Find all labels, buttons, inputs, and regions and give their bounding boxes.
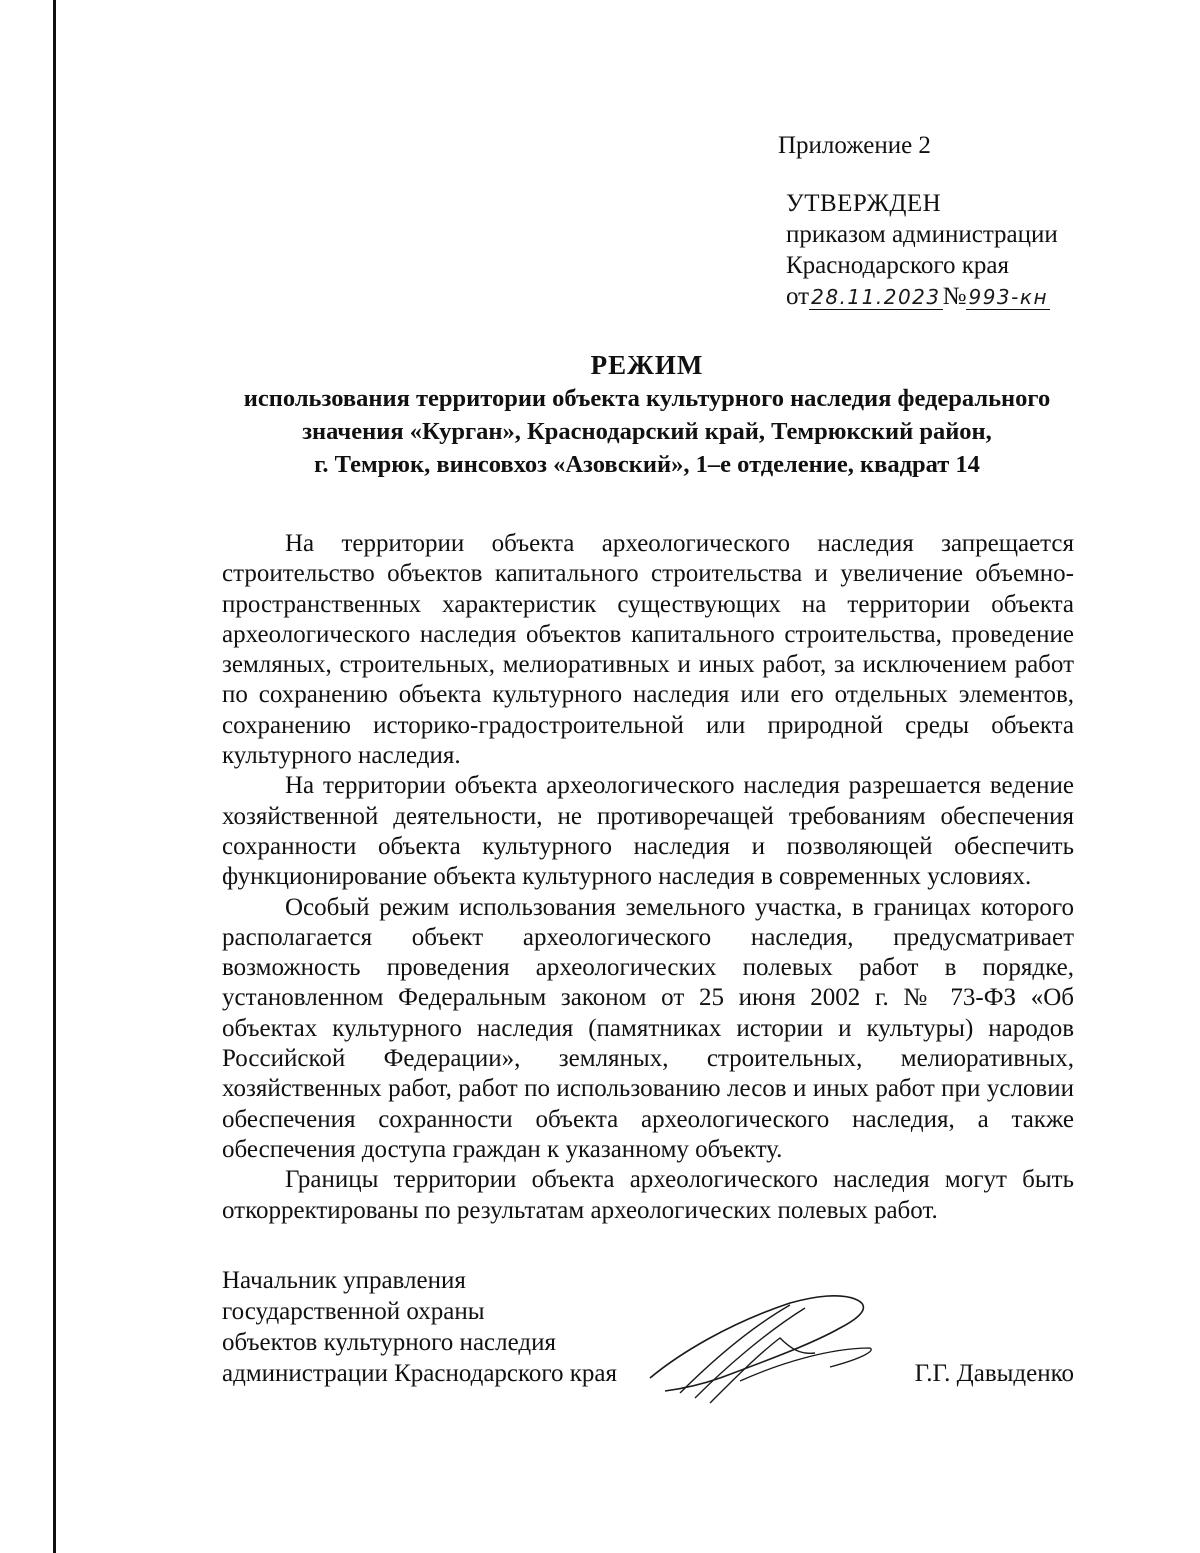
paragraph-3: Особый режим использования земельного участка, в границах которого располагается объект археологического наследия, предусматривает возможность проведения археологических полевых работ в порядке, установленном Федеральным законом от 25 июня 2002 г. № 73-ФЗ «Об объектах культурного наследия (памятниках истории и культуры) народов Российской Федерации», земляных, строительных, мелиоративных, хозяйственных работ, работ по использованию лесов и иных работ при условии обеспечения сохранности объекта археологического наследия, а также обеспечения доступа граждан к указанному объекту. [222, 893, 1074, 1163]
date-prefix: от [786, 283, 810, 310]
signatory-name: Г.Г. Давыденко [914, 1360, 1074, 1387]
document-body [222, 529, 1074, 1226]
handwritten-signature-icon [640, 1293, 880, 1408]
title-line-3: г. Темрюк, винсовхоз «Азовский», 1–е отделение, квадрат 14 [314, 451, 980, 478]
signatory-title-line-3: объектов культурного наследия [222, 1329, 556, 1356]
paragraph-1: На территории объекта археологического наследия запрещается строительство объектов капитального строительства и увеличение объемно-пространственных характеристик существующих на территории объекта археологического наследия объектов капитального строительства, проведение земляных, строительных, мелиоративных и иных работ, за исключением работ по сохранению объекта культурного наследия или его отдельных элементов, сохранению историко-градостроительной или природной среды объекта культурного наследия. [222, 530, 1074, 770]
handwritten-number: 993-кн [968, 285, 1049, 309]
title-main: РЕЖИМ [590, 350, 704, 380]
signatory-title-line-2: государственной охраны [222, 1298, 485, 1325]
appendix-label: Приложение 2 [778, 132, 931, 159]
handwritten-date: 28.11.2023 [811, 285, 941, 309]
paragraph-2: На территории объекта археологического наследия разрешается ведение хозяйственной деятельности, не противоречащей требованиям обеспечения сохранности объекта культурного наследия и позволяющей обеспечить функционирование объекта культурного наследия в современных условиях. [222, 772, 1074, 891]
left-margin-line [53, 0, 56, 1553]
signature-block [222, 1265, 1074, 1389]
paragraph-4: Границы территории объекта археологического наследия могут быть откорректированы по результатам археологических полевых работ. [222, 1166, 1074, 1224]
title-line-1: использования территории объекта культурного наследия федерального [243, 385, 1051, 412]
document-title [222, 349, 1072, 480]
order-date-number [786, 281, 1058, 313]
signatory-title-line-4: администрации Краснодарского края [222, 1360, 618, 1387]
number-prefix: № [942, 283, 967, 310]
signatory-title-line-1: Начальник управления [222, 1267, 466, 1294]
approval-line-2: Краснодарского края [786, 252, 1009, 279]
title-line-2: значения «Курган», Краснодарский край, Темрюкский район, [302, 418, 992, 445]
approval-block [778, 130, 1058, 313]
approved-label: УТВЕРЖДЕН [786, 190, 942, 217]
approval-line-1: приказом администрации [786, 221, 1058, 248]
